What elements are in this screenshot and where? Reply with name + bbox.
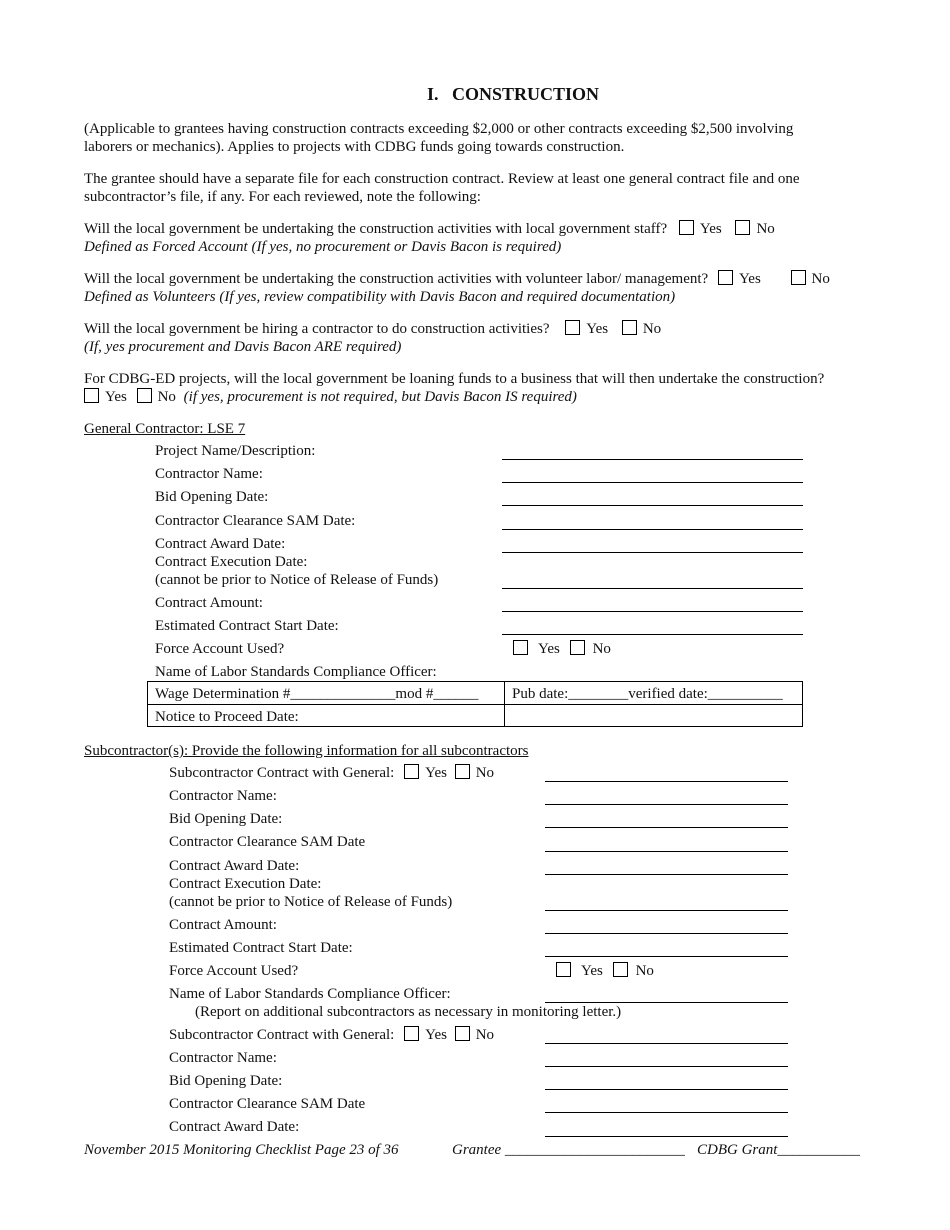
question-2-note: Defined as Volunteers (If yes, review compatibility with Davis Bacon and required documentation) — [84, 289, 676, 305]
question-1-text: Will the local government be undertaking the construction activities with local government staff? — [84, 221, 668, 237]
question-1 — [84, 220, 775, 238]
yes-label: Yes — [425, 1027, 447, 1043]
gc-bid-opening-line[interactable] — [502, 505, 803, 506]
sub2-contractor-name-line[interactable] — [545, 1066, 788, 1067]
notice-to-proceed-cell[interactable]: Notice to Proceed Date: — [155, 709, 299, 725]
gc-bid-opening-label: Bid Opening Date: — [155, 489, 269, 505]
no-label: No — [157, 389, 176, 405]
gc-force-account-label: Force Account Used? — [155, 641, 285, 657]
sub1-contractor-name-line[interactable] — [545, 804, 788, 805]
gc-execution-date-label: Contract Execution Date: — [155, 554, 308, 570]
gc-project-name-line[interactable] — [502, 459, 803, 460]
page-title — [427, 85, 599, 103]
gc-award-date-label: Contract Award Date: — [155, 536, 286, 552]
question-2-no-checkbox[interactable] — [791, 270, 806, 285]
gc-contract-amount-line[interactable] — [502, 611, 803, 612]
gc-contractor-name-label: Contractor Name: — [155, 466, 263, 482]
sub1-contract-amount-label: Contract Amount: — [169, 917, 277, 933]
sub1-award-date-label: Contract Award Date: — [169, 858, 300, 874]
table-column-divider — [504, 682, 505, 726]
gc-execution-date-note: (cannot be prior to Notice of Release of Funds) — [155, 572, 439, 588]
sub1-execution-date-note: (cannot be prior to Notice of Release of Funds) — [169, 894, 453, 910]
sub1-compliance-officer-label: Name of Labor Standards Compliance Officer: — [169, 986, 451, 1002]
gc-start-date-line[interactable] — [502, 634, 803, 635]
question-2-yes-checkbox[interactable] — [718, 270, 733, 285]
sub2-award-date-line[interactable] — [545, 1136, 788, 1137]
gc-execution-date-line[interactable] — [502, 588, 803, 589]
gc-sam-date-label: Contractor Clearance SAM Date: — [155, 513, 356, 529]
footer-grantee: Grantee ________________________ — [452, 1142, 685, 1158]
intro-paragraph-2: The grantee should have a separate file for each construction contract. Review at least one general contract file and one subcontractor’s file, if any. For each reviewed, note the following: — [84, 171, 800, 205]
sub2-contract-yes-checkbox[interactable] — [404, 1026, 419, 1041]
table-row-divider — [148, 704, 802, 705]
sub1-force-account-no-checkbox[interactable] — [613, 962, 628, 977]
sub1-force-account-label: Force Account Used? — [169, 963, 299, 979]
gc-start-date-label: Estimated Contract Start Date: — [155, 618, 339, 634]
no-label: No — [756, 221, 775, 237]
subcontractor-heading: Subcontractor(s): Provide the following information for all subcontractors — [84, 743, 529, 759]
question-3-note: (If, yes procurement and Davis Bacon ARE required) — [84, 339, 402, 355]
yes-label: Yes — [586, 321, 609, 337]
gc-force-account-options — [513, 640, 611, 658]
sub1-force-account-options — [556, 962, 654, 980]
yes-label: Yes — [538, 641, 560, 657]
sub1-contract-with-general-label: Subcontractor Contract with General: — [169, 765, 395, 781]
question-4-note: (if yes, procurement is not required, but Davis Bacon IS required) — [183, 389, 577, 405]
sub1-contract-line[interactable] — [545, 781, 788, 782]
question-4-options — [84, 388, 577, 406]
yes-label: Yes — [581, 963, 603, 979]
additional-subcontractors-note: (Report on additional subcontractors as necessary in monitoring letter.) — [195, 1004, 622, 1020]
question-3-yes-checkbox[interactable] — [565, 320, 580, 335]
no-label: No — [635, 963, 654, 979]
no-label: No — [475, 1027, 495, 1043]
section-title: CONSTRUCTION — [452, 84, 600, 104]
question-1-yes-checkbox[interactable] — [679, 220, 694, 235]
question-2 — [84, 270, 830, 288]
sub2-award-date-label: Contract Award Date: — [169, 1119, 300, 1135]
gc-contract-amount-label: Contract Amount: — [155, 595, 263, 611]
question-3-text: Will the local government be hiring a contractor to do construction activities? — [84, 321, 550, 337]
gc-sam-date-line[interactable] — [502, 529, 803, 530]
no-label: No — [642, 321, 662, 337]
sub1-contract-yes-checkbox[interactable] — [404, 764, 419, 779]
no-label: No — [592, 641, 611, 657]
sub1-bid-opening-line[interactable] — [545, 827, 788, 828]
sub1-sam-date-line[interactable] — [545, 851, 788, 852]
sub2-sam-date-line[interactable] — [545, 1112, 788, 1113]
wage-determination-table — [147, 681, 803, 727]
sub2-contract-with-general-label: Subcontractor Contract with General: — [169, 1027, 395, 1043]
gc-force-account-yes-checkbox[interactable] — [513, 640, 528, 655]
footer-page-info: November 2015 Monitoring Checklist Page 23 of 36 — [84, 1142, 399, 1158]
sub1-award-date-line[interactable] — [545, 874, 788, 875]
sub2-bid-opening-label: Bid Opening Date: — [169, 1073, 283, 1089]
gc-force-account-no-checkbox[interactable] — [570, 640, 585, 655]
sub2-contract-no-checkbox[interactable] — [455, 1026, 470, 1041]
sub1-execution-date-label: Contract Execution Date: — [169, 876, 322, 892]
footer-cdbg-grant: CDBG Grant___________ — [697, 1142, 860, 1158]
sub1-force-account-yes-checkbox[interactable] — [556, 962, 571, 977]
general-contractor-heading: General Contractor: LSE 7 — [84, 421, 246, 437]
gc-contractor-name-line[interactable] — [502, 482, 803, 483]
wage-determination-cell[interactable]: Wage Determination #______________mod #______ — [155, 686, 479, 702]
gc-award-date-line[interactable] — [502, 552, 803, 553]
sub2-contractor-name-label: Contractor Name: — [169, 1050, 277, 1066]
question-4-yes-checkbox[interactable] — [84, 388, 99, 403]
question-3-no-checkbox[interactable] — [622, 320, 637, 335]
gc-compliance-officer-label: Name of Labor Standards Compliance Officer: — [155, 664, 437, 680]
question-3 — [84, 320, 661, 338]
pub-date-cell[interactable]: Pub date:________verified date:__________ — [512, 686, 783, 702]
question-4-text: For CDBG-ED projects, will the local government be loaning funds to a business that will then undertake the construction? — [84, 371, 825, 387]
sub1-contract-with-general — [169, 764, 494, 782]
sub2-contract-line[interactable] — [545, 1043, 788, 1044]
intro-paragraph-1: (Applicable to grantees having construction contracts exceeding $2,000 or other contracts exceeding $2,500 involving laborers or mechanics). Applies to projects with CDBG funds going towards construction. — [84, 121, 794, 155]
sub2-sam-date-label: Contractor Clearance SAM Date — [169, 1096, 366, 1112]
sub1-contract-amount-line[interactable] — [545, 933, 788, 934]
yes-label: Yes — [738, 271, 761, 287]
sub2-bid-opening-line[interactable] — [545, 1089, 788, 1090]
sub1-start-date-line[interactable] — [545, 956, 788, 957]
sub1-contract-no-checkbox[interactable] — [455, 764, 470, 779]
sub2-contract-with-general — [169, 1026, 494, 1044]
question-1-note: Defined as Forced Account (If yes, no procurement or Davis Bacon is required) — [84, 239, 562, 255]
sub1-start-date-label: Estimated Contract Start Date: — [169, 940, 353, 956]
no-label: No — [475, 765, 495, 781]
question-2-text: Will the local government be undertaking the construction activities with volunteer labor/ management? — [84, 271, 709, 287]
sub1-execution-date-line[interactable] — [545, 910, 788, 911]
yes-label: Yes — [105, 389, 127, 405]
question-4-no-checkbox[interactable] — [137, 388, 152, 403]
gc-project-name-label: Project Name/Description: — [155, 443, 316, 459]
sub1-bid-opening-label: Bid Opening Date: — [169, 811, 283, 827]
section-number: I. — [427, 84, 439, 104]
sub1-sam-date-label: Contractor Clearance SAM Date — [169, 834, 366, 850]
sub1-contractor-name-label: Contractor Name: — [169, 788, 277, 804]
no-label: No — [811, 271, 830, 287]
yes-label: Yes — [699, 221, 722, 237]
question-1-no-checkbox[interactable] — [735, 220, 750, 235]
yes-label: Yes — [425, 765, 447, 781]
